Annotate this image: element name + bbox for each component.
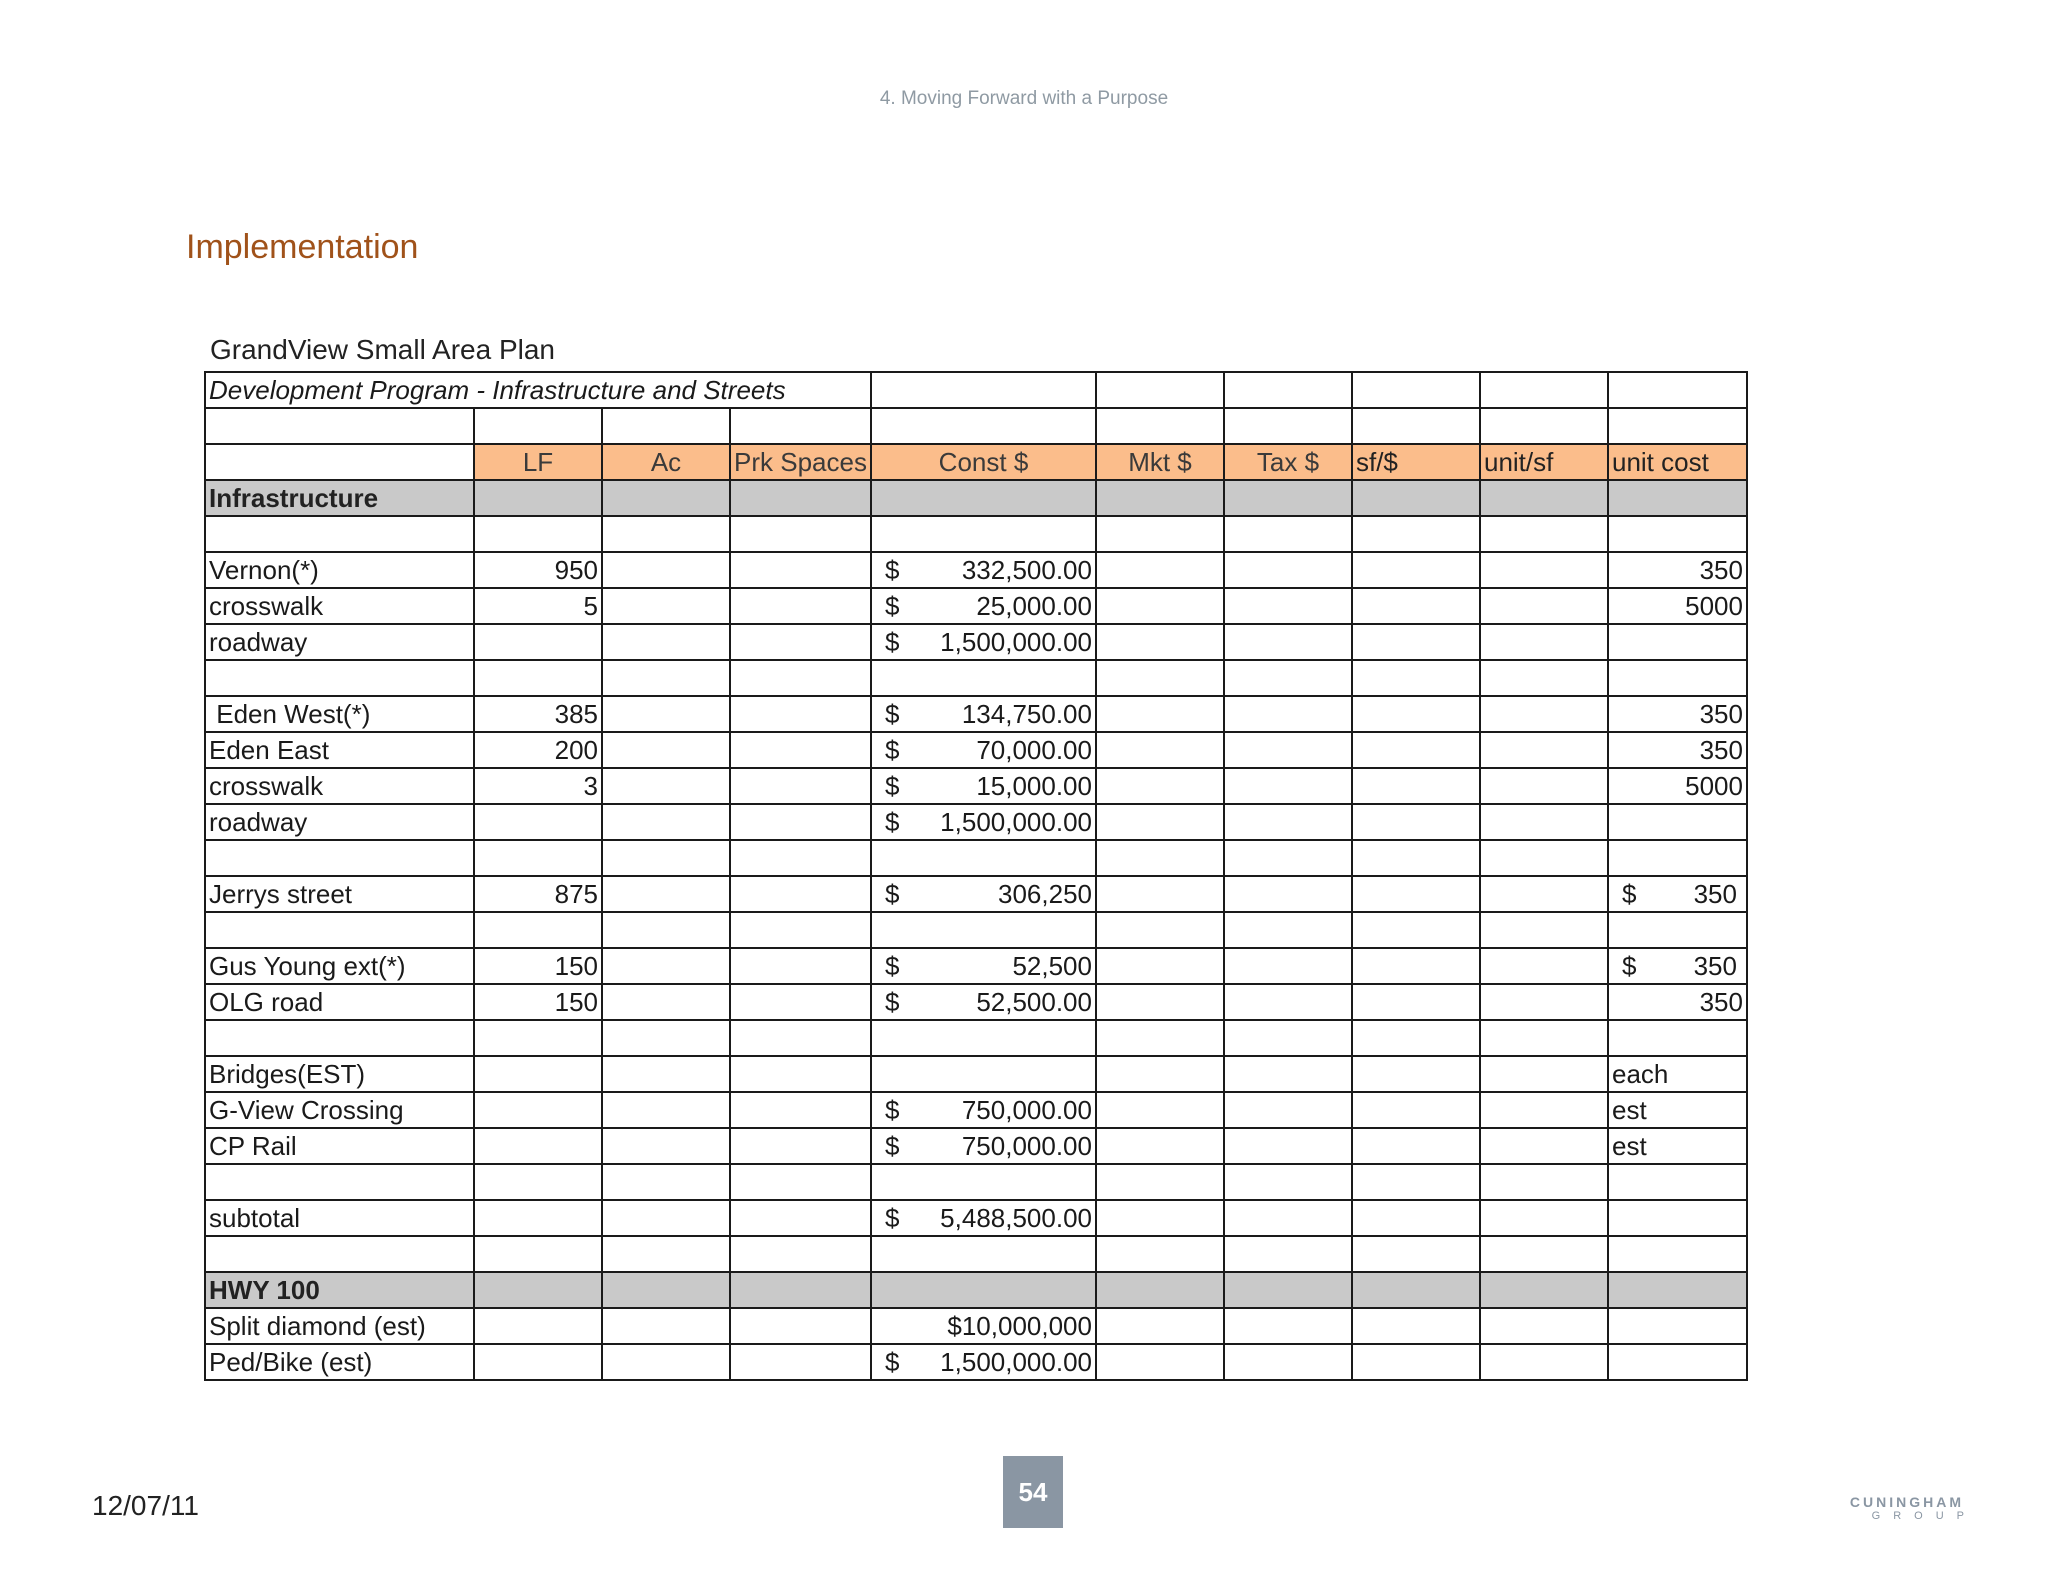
table-row — [205, 1056, 1747, 1092]
const-value — [871, 1128, 1096, 1164]
item-name: subtotal — [205, 1200, 474, 1236]
amount: 350 — [1693, 879, 1737, 909]
lf-value: 5 — [474, 588, 602, 624]
const-value — [871, 588, 1096, 624]
column-header: LF — [474, 444, 602, 480]
money-value — [875, 1129, 1092, 1163]
currency-symbol: $ — [884, 1095, 900, 1125]
money-value — [875, 733, 1092, 767]
item-name: Vernon(*) — [205, 552, 474, 588]
amount: 1,500,000.00 — [940, 627, 1092, 657]
currency-symbol: $ — [884, 591, 900, 621]
lf-value: 875 — [474, 876, 602, 912]
money-value — [875, 985, 1092, 1019]
currency-symbol: $ — [884, 987, 900, 1017]
item-name: Eden East — [205, 732, 474, 768]
currency-symbol: $ — [884, 735, 900, 765]
money-value — [875, 877, 1092, 911]
column-header: Mkt $ — [1096, 444, 1224, 480]
item-name: Split diamond (est) — [205, 1308, 474, 1344]
table-row — [205, 840, 1747, 876]
unit-note: est — [1608, 1128, 1747, 1164]
table-row — [205, 588, 1747, 624]
money-value — [875, 949, 1092, 983]
logo-line2: GROUP — [1871, 1510, 1977, 1522]
table-title: GrandView Small Area Plan — [210, 334, 555, 365]
table-row — [205, 552, 1747, 588]
lf-value: 150 — [474, 948, 602, 984]
section-label: Infrastructure — [205, 480, 474, 516]
column-header: Const $ — [871, 444, 1096, 480]
logo-line1: CUNINGHAM — [1849, 1494, 1964, 1510]
item-name: Bridges(EST) — [205, 1056, 474, 1092]
amount: 1,500,000.00 — [940, 807, 1092, 837]
money-value — [875, 1345, 1092, 1379]
table-row — [205, 660, 1747, 696]
table-row — [205, 696, 1747, 732]
const-value — [871, 984, 1096, 1020]
item-name: G-View Crossing — [205, 1092, 474, 1128]
column-header: unit/sf — [1480, 444, 1608, 480]
currency-symbol: $ — [1621, 879, 1637, 909]
amount: 15,000.00 — [976, 771, 1092, 801]
unit-note: est — [1608, 1092, 1747, 1128]
section-title: Implementation — [186, 228, 419, 266]
lf-value: 150 — [474, 984, 602, 1020]
item-name: CP Rail — [205, 1128, 474, 1164]
money-value — [875, 553, 1092, 587]
currency-symbol: $ — [884, 771, 900, 801]
unit-cost-value: 350 — [1608, 732, 1747, 768]
table-row — [205, 1164, 1747, 1200]
const-value: $10,000,000 — [871, 1308, 1096, 1344]
currency-symbol: $ — [884, 951, 900, 981]
column-header-row — [205, 444, 1747, 480]
amount: 1,500,000.00 — [940, 1347, 1092, 1377]
item-name: OLG road — [205, 984, 474, 1020]
amount: 134,750.00 — [961, 699, 1092, 729]
money-value — [1612, 949, 1743, 983]
amount: 25,000.00 — [976, 591, 1092, 621]
amount: 750,000.00 — [961, 1095, 1092, 1125]
table-row — [205, 1020, 1747, 1056]
unit-cost-value: 350 — [1608, 552, 1747, 588]
unit-cost-value — [1608, 876, 1747, 912]
amount: 306,250 — [998, 879, 1092, 909]
lf-value: 950 — [474, 552, 602, 588]
const-value — [871, 876, 1096, 912]
money-value — [875, 769, 1092, 803]
const-value — [871, 552, 1096, 588]
item-name: crosswalk — [205, 768, 474, 804]
amount: 750,000.00 — [961, 1131, 1092, 1161]
amount: 52,500 — [1012, 951, 1092, 981]
const-value — [871, 696, 1096, 732]
const-value — [871, 732, 1096, 768]
const-value — [871, 1092, 1096, 1128]
company-logo — [1834, 1494, 1977, 1522]
table-row — [205, 876, 1747, 912]
currency-symbol: $ — [884, 699, 900, 729]
table-row — [205, 408, 1747, 444]
currency-symbol: $ — [884, 627, 900, 657]
money-value — [875, 589, 1092, 623]
section-label: HWY 100 — [205, 1272, 474, 1308]
table-row — [205, 804, 1747, 840]
cost-table — [204, 371, 1748, 1381]
const-value — [871, 768, 1096, 804]
lf-value: 385 — [474, 696, 602, 732]
item-name: roadway — [205, 804, 474, 840]
item-name: Gus Young ext(*) — [205, 948, 474, 984]
table-row — [205, 516, 1747, 552]
table-row — [205, 1092, 1747, 1128]
table-subtitle-row — [205, 372, 1747, 408]
column-header: sf/$ — [1352, 444, 1480, 480]
table-row — [205, 624, 1747, 660]
table-row — [205, 1200, 1747, 1236]
unit-cost-value: 350 — [1608, 696, 1747, 732]
column-header: unit cost — [1608, 444, 1747, 480]
table-row — [205, 732, 1747, 768]
section-row — [205, 480, 1747, 516]
unit-cost-value — [1608, 948, 1747, 984]
const-value — [871, 624, 1096, 660]
lf-value: 3 — [474, 768, 602, 804]
item-name: Jerrys street — [205, 876, 474, 912]
money-value — [875, 697, 1092, 731]
money-value — [875, 1093, 1092, 1127]
unit-note: each — [1608, 1056, 1747, 1092]
column-header: Prk Spaces — [730, 444, 871, 480]
footer-date: 12/07/11 — [92, 1490, 199, 1521]
currency-symbol: $ — [884, 1203, 900, 1233]
unit-cost-value: 5000 — [1608, 588, 1747, 624]
column-header: Ac — [602, 444, 730, 480]
currency-symbol: $ — [884, 1131, 900, 1161]
table-row — [205, 948, 1747, 984]
const-value — [871, 1200, 1096, 1236]
money-value — [875, 805, 1092, 839]
currency-symbol: $ — [884, 1347, 900, 1377]
header-blank-cell — [205, 444, 474, 480]
section-row — [205, 1272, 1747, 1308]
amount: 70,000.00 — [976, 735, 1092, 765]
table-row — [205, 1308, 1747, 1344]
amount: 332,500.00 — [961, 555, 1092, 585]
currency-symbol: $ — [884, 879, 900, 909]
table-row — [205, 1128, 1747, 1164]
money-value — [875, 625, 1092, 659]
amount: 5,488,500.00 — [940, 1203, 1092, 1233]
const-value — [871, 948, 1096, 984]
page-number: 54 — [1003, 1456, 1063, 1528]
const-value — [871, 804, 1096, 840]
table-row — [205, 912, 1747, 948]
unit-cost-value: 5000 — [1608, 768, 1747, 804]
table-row — [205, 1236, 1747, 1272]
item-name: roadway — [205, 624, 474, 660]
column-header: Tax $ — [1224, 444, 1352, 480]
currency-symbol: $ — [884, 555, 900, 585]
table-subtitle: Development Program - Infrastructure and Streets — [205, 372, 871, 408]
chapter-title: 4. Moving Forward with a Purpose — [879, 88, 1169, 109]
currency-symbol: $ — [884, 807, 900, 837]
const-value — [871, 1344, 1096, 1380]
currency-symbol: $ — [1621, 951, 1637, 981]
unit-cost-value: 350 — [1608, 984, 1747, 1020]
item-name: crosswalk — [205, 588, 474, 624]
item-name: Ped/Bike (est) — [205, 1344, 474, 1380]
money-value — [875, 1201, 1092, 1235]
table-row — [205, 768, 1747, 804]
table-row — [205, 984, 1747, 1020]
item-name: Eden West(*) — [205, 696, 474, 732]
table-row — [205, 1344, 1747, 1380]
amount: 52,500.00 — [976, 987, 1092, 1017]
money-value — [1612, 877, 1743, 911]
amount: 350 — [1693, 951, 1737, 981]
lf-value: 200 — [474, 732, 602, 768]
